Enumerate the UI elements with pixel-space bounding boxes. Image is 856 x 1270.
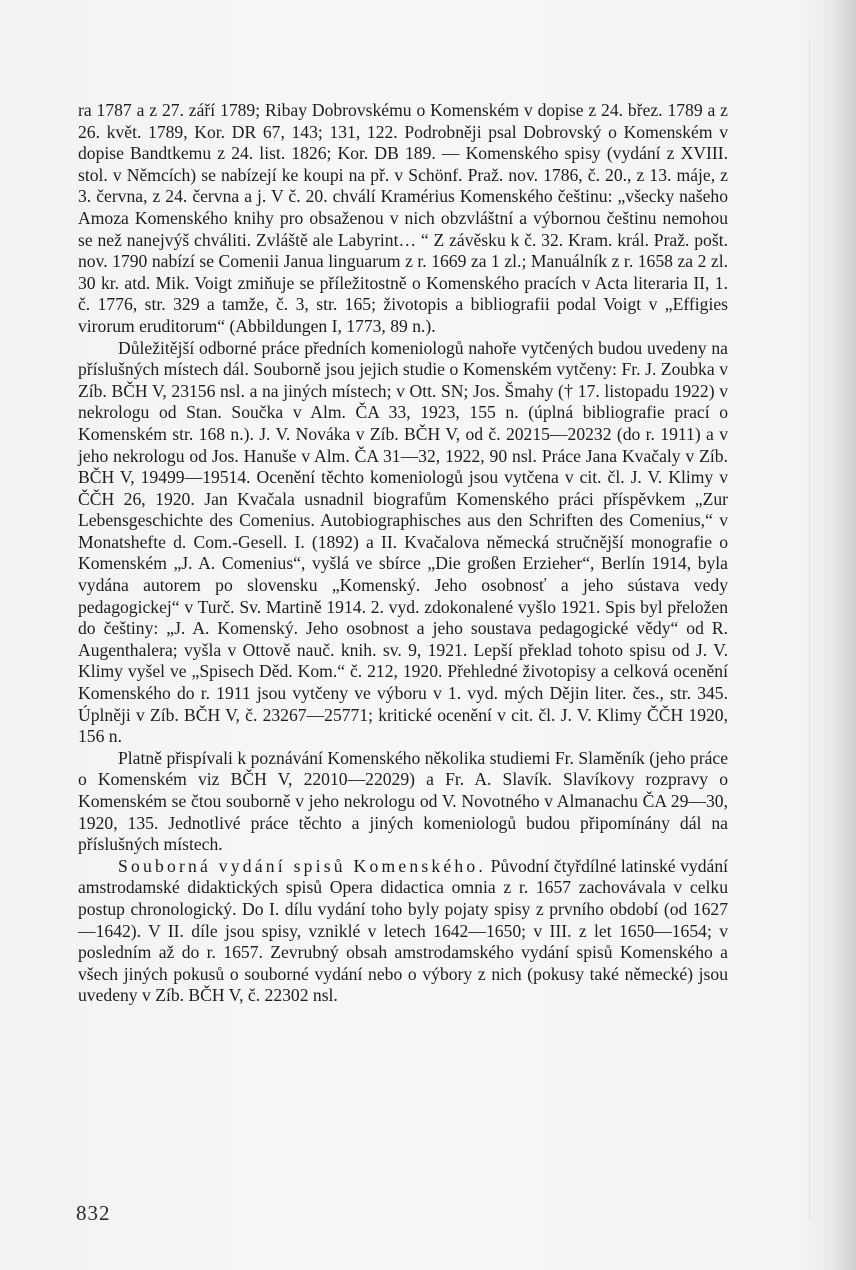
paragraph-slamenik-slavik: Platně přispívali k poznávání Komenského několika studiemi Fr. Slaměník (jeho práce o Komenském viz BČH V, 22010—22029) a Fr. A. Slavík. Slavíkovy rozpravy o Komenském se čtou souborně v jeho nekrologu od V. Novotného v Almanachu ČA 29—30, 1920, 135. Jednotlivé práce těchto a jiných komeniologů budou připomínány dál na příslušných místech. [78,747,728,855]
body-text [78,100,728,1007]
paragraph-body: Původní čtyřdílné latinské vydání amstrodamské didaktických spisů Opera didactica omnia z r. 1657 zachovávala v celku postup chronologický. Do I. dílu vydání toho byly pojaty spisy z prvního období (od 1627—1642). V II. díle jsou spisy, vzniklé v letech 1642—1650; v III. z let 1650—1654; v posledním až do r. 1657. Zevrubný obsah amstrodamského vydání spisů Komenského a všech jiných pokusů o souborné vydání nebo o výbory z nich (pokusy také německé) jsou uvedeny v Zíb. BČH V, č. 22302 nsl. [78,855,729,1006]
paragraph-komeniologists: Důležitější odborné práce předních komeniologů nahoře vytčených budou uvedeny na příslušných místech dál. Souborně jsou jejich studie o Komenském vytčeny: Fr. J. Zoubka v Zíb. BČH V, 23156 nsl. a na jiných místech; v Ott. SN; Jos. Šmahy († 17. listopadu 1922) v nekrologu od Stan. Součka v Alm. ČA 33, 1923, 155 n. (úplná bibliografie prací o Komenském str. 168 n.). J. V. Nováka v Zíb. BČH V, od č. 20215—20232 (do r. 1911) a v jeho nekrologu od Jos. Hanuše v Alm. ČA 31—32, 1922, 90 nsl. Práce Jana Kvačaly v Zíb. BČH V, 19499—19514. Ocenění těchto komeniologů jsou vytčena v cit. čl. J. V. Klimy v ČČH 26, 1920. Jan Kvačala usnadnil biografům Komenského práci příspěvkem „Zur Lebensgeschichte des Comenius. Autobiographisches aus den Schriften des Comenius,“ v Monatshefte d. Com.-Gesell. I. (1892) a II. Kvačalova německá stručnější monografie o Komenském „J. A. Comenius“, vyšlá ve sbírce „Die großen Erzieher“, Berlín 1914, byla vydána autorem po slovensku „Komenský. Jeho osobnosť a jeho sústava vedy pedagogickej“ v Turč. Sv. Martině 1914. 2. vyd. zdokonalené vyšlo 1921. Spis byl přeložen do češtiny: „J. A. Komenský. Jeho osobnost a jeho soustava pedagogické vědy“ od R. Augenthalera; vyšla v Ottově nauč. knih. sv. 9, 1921. Lepší překlad tohoto spisu od J. V. Klimy vyšel ve „Spisech Děd. Kom.“ č. 212, 1920. Přehledné životopisy a celková ocenění Komenského do r. 1911 jsou vytčeny ve výboru v 1. vyd. mých Dějin liter. čes., str. 345. Úplněji v Zíb. BČH V, č. 23267—25771; kritické ocenění v cit. čl. J. V. Klimy ČČH 1920, 156 n. [78,337,728,747]
paragraph-collected-editions [78,856,728,1007]
page-gutter-shadow [802,0,856,1270]
page-fold-line [809,40,810,1220]
page-number: 832 [76,1201,111,1225]
paragraph-continuation: ra 1787 a z 27. září 1789; Ribay Dobrovskému o Komenském v dopise z 24. břez. 1789 a z 26. květ. 1789, Kor. DR 67, 143; 131, 122. Podrobněji psal Dobrovský o Komenském v dopise Bandtkemu z 24. list. 1826; Kor. DB 189. — Komenského spisy (vydání z XVIII. stol. v Němcích) se nabízejí ke koupi na př. v Schönf. Praž. nov. 1786, č. 20., z 13. máje, z 3. června, z 24. června a j. V č. 20. chválí Kramérius Komenského češtinu: „všecky našeho Amoza Komenského knihy pro obsaženou v nich obzvláštní a výbornou češtinu nemohou se než nanejvýš chváliti. Zvláště ale Labyrint… “ Z závěsku k č. 32. Kram. král. Praž. pošt. nov. 1790 nabízí se Comenii Janua linguarum z r. 1669 za 1 zl.; Manuálník z r. 1658 za 2 zl. 30 kr. atd. Mik. Voigt zmiňuje se příležitostně o Komenského pracích v Acta literaria II, 1. č. 1776, str. 329 a tamže, č. 3, str. 165; životopis a bibliografii podal Voigt v „Effigies virorum eruditorum“ (Abbildungen I, 1773, 89 n.). [78,100,728,336]
spaced-lead-heading: Souborná vydání spisů Komenského. [118,855,486,876]
